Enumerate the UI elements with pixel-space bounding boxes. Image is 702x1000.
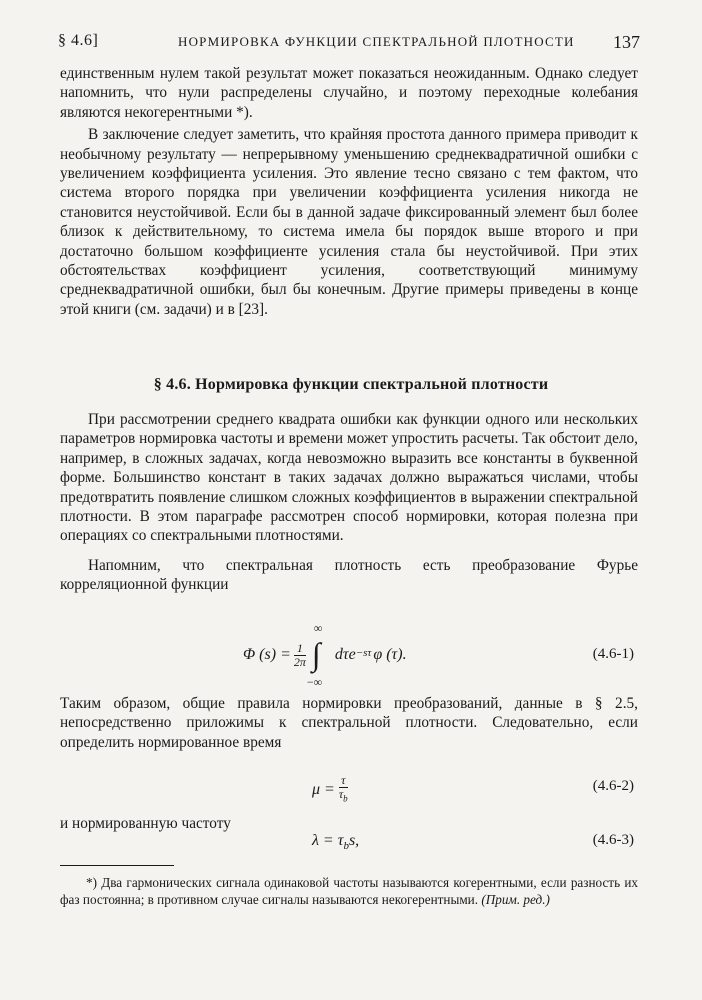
text-block-2 xyxy=(60,410,638,595)
eq2-number: (4.6-2) xyxy=(592,778,634,794)
equation-4-6-2 xyxy=(60,768,638,812)
footnote xyxy=(60,874,638,908)
eq3-rhs: s, xyxy=(348,832,360,849)
eq3-lhs: λ = τ xyxy=(312,832,344,849)
footnote-divider xyxy=(60,865,174,866)
paragraph-3: При рассмотрении среднего квадрата ошибки как функции одного или нескольких параметров нормировка частоты и времени может упростить расчеты. Так обстоит дело, например, в сложных задачах, когда невозможно выразить все константы в буквенной форме. Большинство констант в таких задачах должно выражаться числами, чтобы предотвратить появление слишком сложных коэффициентов в выражении спектральной плотности. В этом параграфе рассмотрен способ нормировки, которая полезна при операциях со спектральными плотностями. xyxy=(60,411,638,545)
paragraph-1: единственным нулем такой результат может показаться неожиданным. Однако следует напомнить, что нули распределены случайно, и поэтому переходные колебания являются некогерентными *). xyxy=(60,65,638,121)
header-title: НОРМИРОВКА ФУНКЦИИ СПЕКТРАЛЬНОЙ ПЛОТНОСТИ xyxy=(178,34,575,49)
integral-glyph: ∫ xyxy=(311,636,321,672)
running-header xyxy=(58,32,640,56)
paragraph-6: и нормированную частоту xyxy=(60,815,231,832)
eq2-fraction xyxy=(339,774,348,805)
integral-lower: −∞ xyxy=(306,675,323,689)
text-block-4 xyxy=(60,814,638,833)
eq2-frac-den: τ xyxy=(338,787,344,802)
eq3-sub: b xyxy=(343,840,349,853)
eq1-number: (4.6-1) xyxy=(592,646,634,662)
paragraph-4: Напомним, что спектральная плотность есть преобразование Фурье корреляционной функции xyxy=(60,556,638,594)
eq2-lhs: μ = xyxy=(312,781,335,798)
eq1-fraction xyxy=(294,642,306,669)
text-block-3 xyxy=(60,694,638,752)
eq3-number: (4.6-3) xyxy=(592,832,634,848)
eq1-frac-num: 1 xyxy=(294,642,306,656)
equation-4-6-1 xyxy=(60,622,638,688)
eq2-frac-num: τ xyxy=(339,774,348,788)
footnote-text: *) Два гармонических сигнала одинаковой частоты называются когерентными, если разность их фаз постоянна; в противном случае сигналы называются некогерентными. xyxy=(60,875,638,907)
paragraph-2: В заключение следует заметить, что крайняя простота данного примера приводит к необычному результату — непрерывному уменьшению среднеквадратичной ошибки с увеличением коэффициента усиления. Это явление тесно связано с тем фактом, что система второго порядка при увеличении коэффициента усиления никогда не становится неустойчивой. Если бы в данной задаче фиксированный элемент был более близок к действительному, то система имела бы порядок выше второго и при достаточно большом коэффициенте усиления стала бы неустойчивой. При этих обстоятельствах коэффициент усиления, соответствующий минимуму среднеквадратичной ошибки, был бы конечным. Другие примеры приведены в конце этой книги (см. задачи) и в [23]. xyxy=(60,126,638,318)
eq2-den-sub: b xyxy=(343,793,348,804)
integral-sign xyxy=(306,621,331,689)
paragraph-5: Таким образом, общие правила нормировки преобразований, данные в § 2.5, непосредственно приложимы к спектральной плотности. Следовательно, если определить нормированное время xyxy=(60,695,638,751)
eq1-tail: φ (τ). xyxy=(373,646,407,663)
page-number: 137 xyxy=(613,32,640,52)
eq1-frac-den: 2π xyxy=(293,654,306,669)
eq1-exponent: −sτ xyxy=(355,647,372,659)
text-block-1 xyxy=(60,64,638,319)
equation-4-6-3 xyxy=(60,832,638,856)
footnote-editor-note: (Прим. ред.) xyxy=(481,892,550,907)
eq2-frac-den-wrap xyxy=(339,788,348,805)
eq1-integrand: dτe xyxy=(334,646,356,663)
section-heading: § 4.6. Нормировка функции спектральной плотности xyxy=(153,376,549,393)
eq1-lhs: Φ (s) = xyxy=(243,646,291,663)
header-section-ref: § 4.6] xyxy=(58,32,99,49)
integral-upper: ∞ xyxy=(313,621,323,635)
